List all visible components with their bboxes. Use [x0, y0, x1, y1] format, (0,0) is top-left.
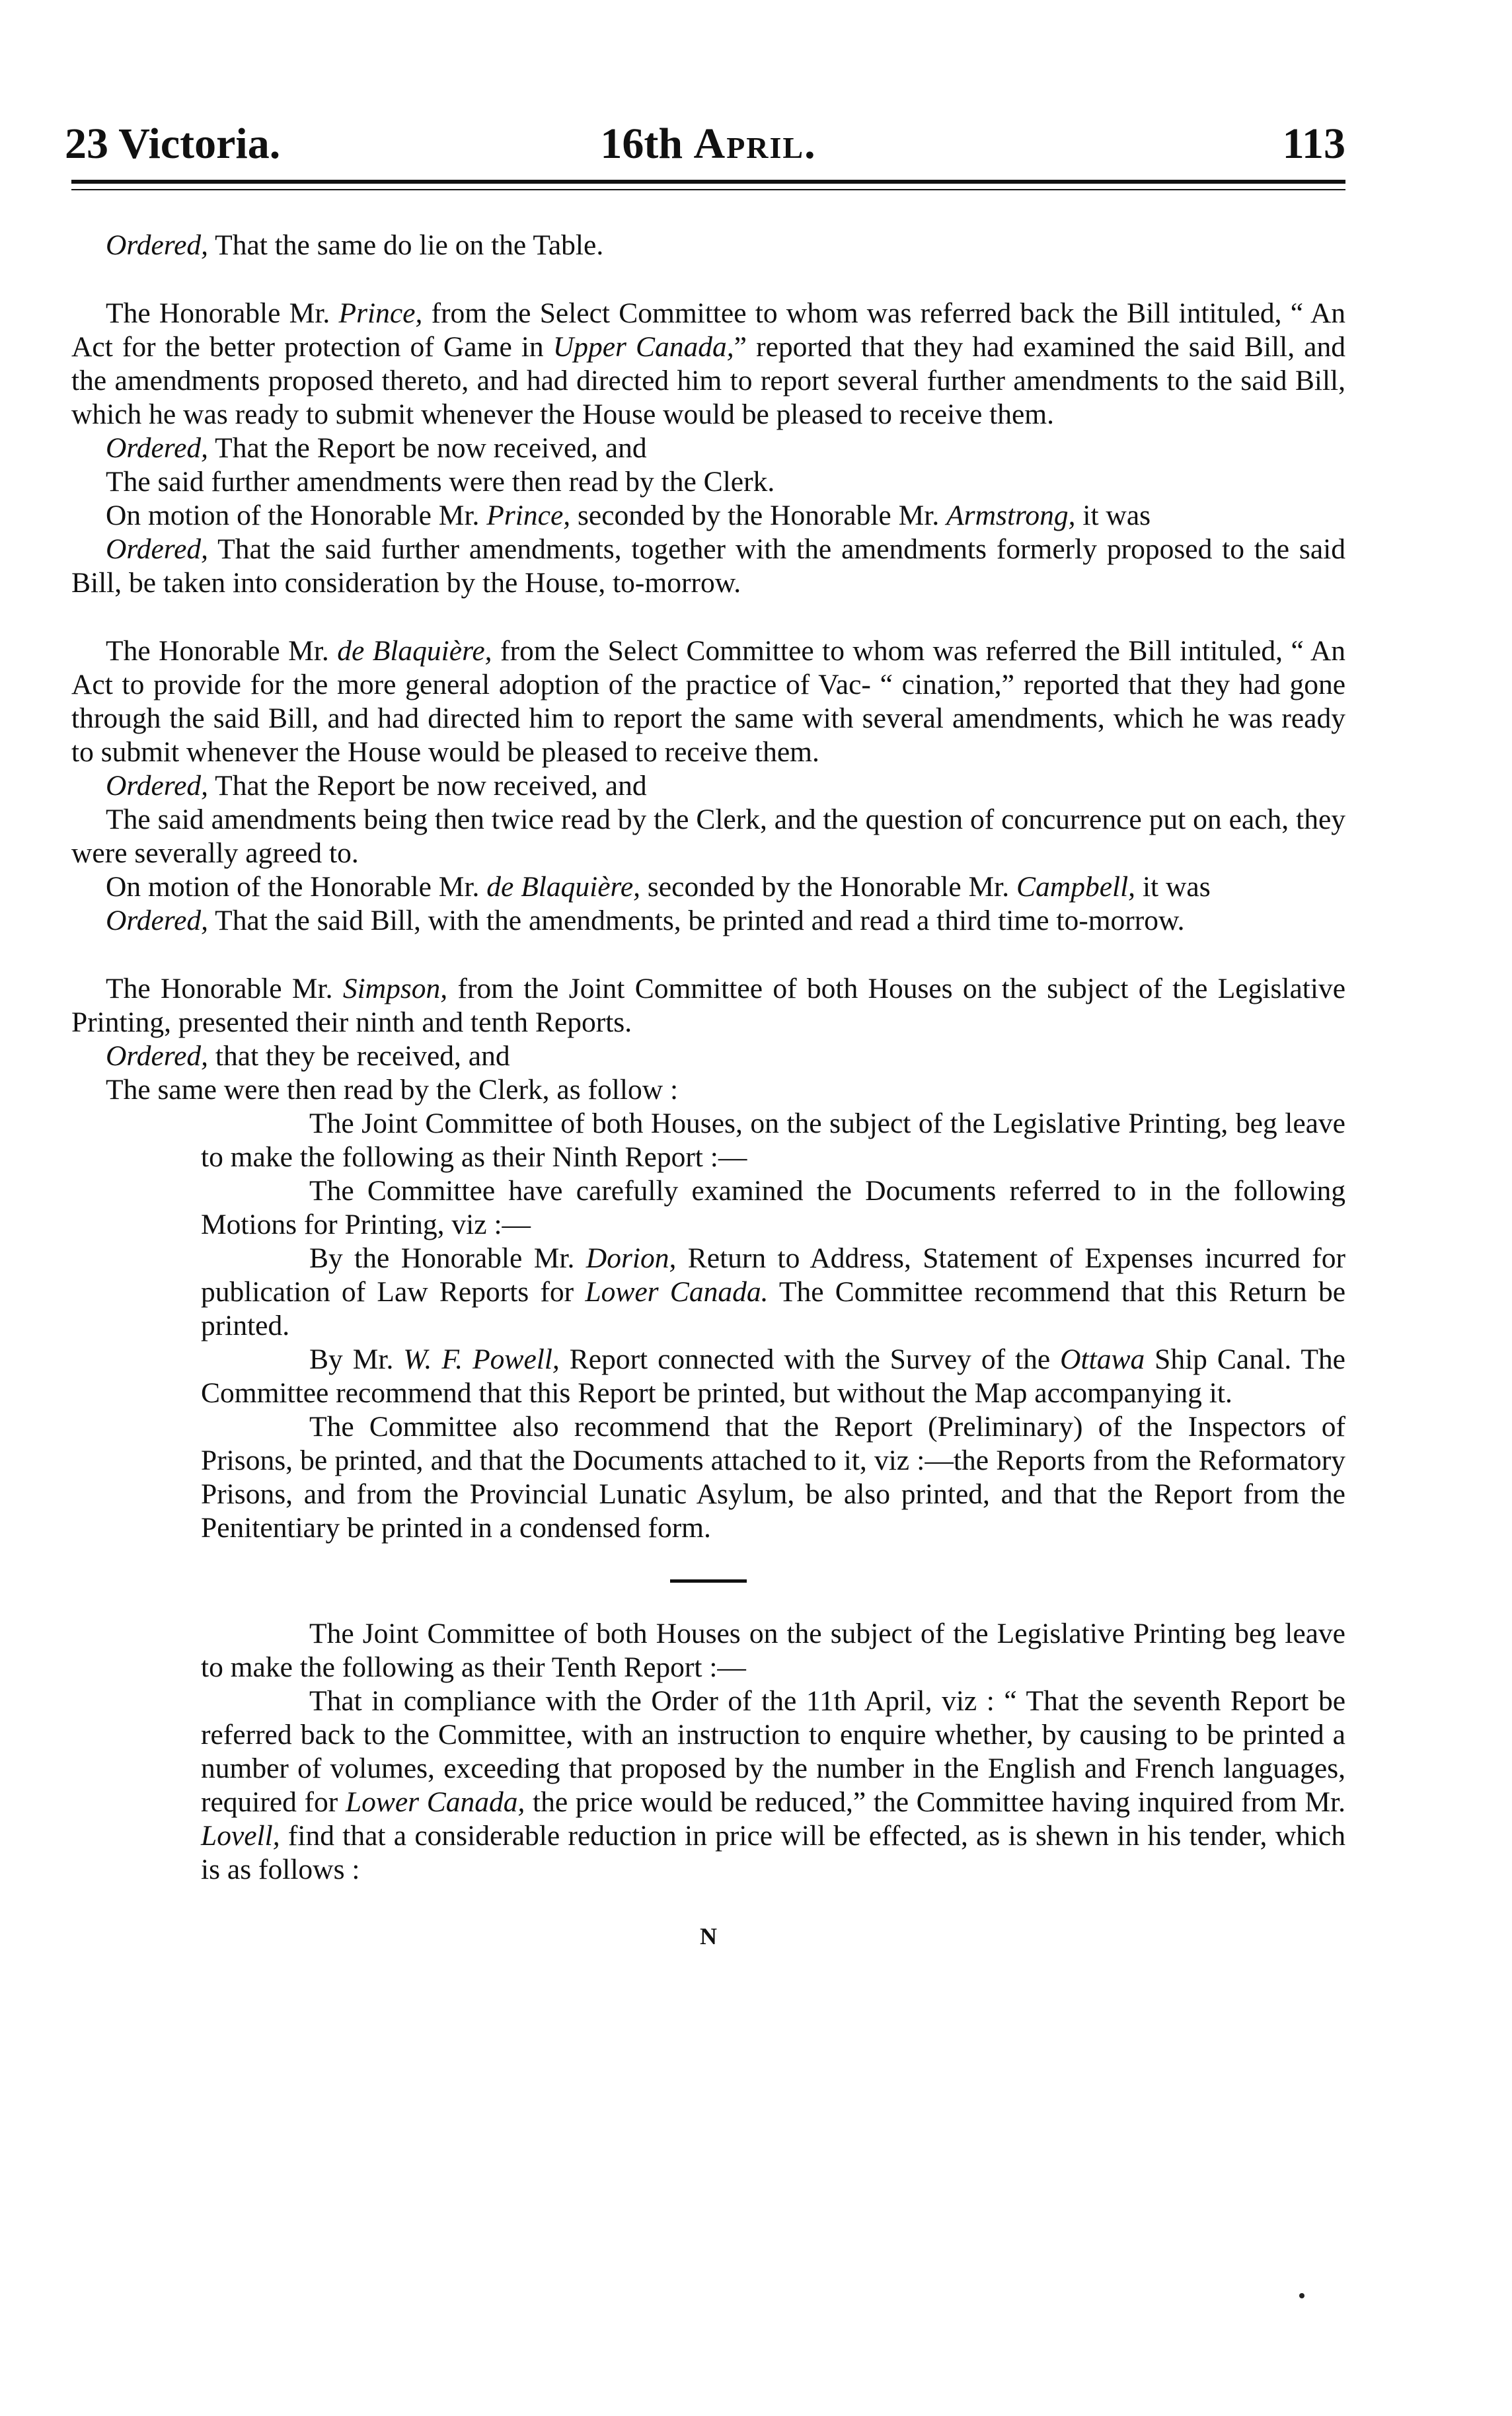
paragraph-text: That the same do lie on the Table.: [208, 229, 604, 261]
text-run: By the Honorable Mr.: [309, 1242, 586, 1274]
paragraph-deblaquiere-report: [71, 634, 1345, 769]
member-name: Lovell,: [201, 1820, 280, 1852]
report-nine-intro: The Joint Committee of both Houses, on the subject of the Legislative Printing, beg leave to make the following as their Ninth Report :—: [201, 1108, 1345, 1173]
text-run: On motion of the Honorable Mr.: [106, 871, 487, 903]
paragraph-text: That the Report be now received, and: [208, 432, 647, 464]
paragraph-concurrence: The said amendments being then twice read by the Clerk, and the question of concurrence put on each, they were severally agreed to.: [71, 804, 1345, 869]
text-run: seconded by the Honorable Mr.: [570, 500, 947, 531]
member-name: Campbell,: [1016, 871, 1136, 903]
header-date: [71, 119, 1345, 169]
member-name: de Blaquière,: [337, 635, 492, 667]
text-run: ” reported that they had examined the said Bill, and the amendments proposed thereto, and had directed him to report several further amendments to the said Bill, which he was ready to submit whenever the House would be pleased to receive them.: [71, 331, 1345, 430]
report-nine-prisons: The Committee also recommend that the Report (Preliminary) of the Inspectors of Prisons, be printed, and that the Documents attached to it, viz :—the Reports from the Reformatory Prisons, and from the Provincial Lunatic Asylum, be also printed, and that the Report from the Penitentiary be printed in a condensed form.: [201, 1411, 1345, 1544]
paragraph-simpson-report: [71, 972, 1345, 1039]
text-run: it was: [1135, 871, 1211, 903]
text-run: The Committee recommend that this Return be printed.: [201, 1276, 1346, 1341]
ordered-label: Ordered,: [106, 432, 209, 464]
text-run: it was: [1075, 500, 1151, 531]
member-name: Armstrong,: [946, 500, 1076, 531]
ordered-label: Ordered,: [106, 1040, 209, 1072]
place-name: Upper Canada,: [552, 331, 734, 363]
text-run: The Honorable Mr.: [106, 297, 339, 329]
member-name: W. F. Powell,: [403, 1343, 560, 1375]
paragraph-ordered-printed: [71, 904, 1345, 938]
journal-page: [65, 99, 1346, 1953]
header-rule-thick: [71, 180, 1345, 184]
text-run: from the Select Committee to whom was referred the Bill intituled, “ An Act to provide for the more general adoption of the practice of Vac- “ cination,” reported that they had gone through the said Bill, and had directed him to report the same with several amendments, which he was ready to submit whenever the House would be pleased to receive them.: [71, 635, 1345, 768]
header-rule-thin: [71, 189, 1345, 190]
text-run: from the Joint Committee of both Houses on the subject of the Legislative Printing, presented their ninth and tenth Reports.: [71, 973, 1346, 1038]
paragraph-text: That the said further amendments, together with the amendments formerly proposed to the said Bill, be taken into consideration by the House, to-morrow.: [71, 533, 1345, 599]
signature-mark: N: [700, 1923, 717, 1949]
header-session: 23 Victoria.: [65, 120, 281, 168]
paragraph-ordered-received: [71, 432, 1345, 465]
paragraph-text: That the said Bill, with the amendments, be printed and read a third time to-morrow.: [208, 905, 1185, 936]
place-name: Lower Canada.: [585, 1276, 769, 1308]
member-name: Simpson,: [342, 973, 448, 1004]
ordered-label: Ordered,: [106, 533, 209, 565]
text-run: the price would be reduced,” the Committee having inquired from Mr.: [525, 1786, 1345, 1818]
text-run: By Mr.: [309, 1343, 404, 1375]
text-run: find that a considerable reduction in price will be effected, as is shewn in his tender, which is as follows :: [201, 1820, 1345, 1885]
member-name: de Blaquière,: [486, 871, 641, 903]
paragraph-ordered-received-2: [71, 769, 1345, 803]
report-nine-dorion: [201, 1242, 1345, 1343]
member-name: Dorion,: [586, 1242, 677, 1274]
paragraph-ordered-consideration: [71, 533, 1345, 600]
member-name: Prince,: [338, 297, 423, 329]
paragraph-motion-deblaquiere: [71, 870, 1345, 904]
header-day: 16th: [600, 120, 683, 168]
text-run: Return to Address, Statement of Expenses incurred for publication of Law Reports for: [201, 1242, 1345, 1308]
text-run: seconded by the Honorable Mr.: [640, 871, 1017, 903]
journal-body: [71, 229, 1345, 1953]
text-run: That in compliance with the Order of the 11th April, viz : “ That the seventh Report be referred back to the Committee, with an instruction to enquire whether, by causing to be printed a number of volumes, exceeding that proposed by the number in the English and French languages, required for: [201, 1685, 1345, 1818]
paragraph-prince-report: [71, 297, 1345, 432]
paragraph-ordered-received-3: [71, 1039, 1345, 1073]
page-number: 113: [1282, 120, 1345, 168]
place-name: Ottawa: [1060, 1343, 1145, 1375]
running-header: [65, 99, 1345, 172]
ink-speck: [1299, 2293, 1304, 2298]
ordered-label: Ordered,: [106, 905, 209, 936]
text-run: The Honorable Mr.: [106, 973, 343, 1004]
ordered-label: Ordered,: [106, 770, 209, 802]
ordered-label: Ordered,: [106, 229, 209, 261]
text-run: The Honorable Mr.: [106, 635, 338, 667]
paragraph-text: that they be received, and: [208, 1040, 510, 1072]
header-month: April.: [693, 120, 817, 168]
text-run: Report connected with the Survey of the: [559, 1343, 1061, 1375]
report-ten-intro: The Joint Committee of both Houses on the subject of the Legislative Printing beg leave to make the following as their Tenth Report :—: [201, 1618, 1345, 1683]
paragraph-text: That the Report be now received, and: [208, 770, 647, 802]
paragraph-motion-prince: [71, 499, 1345, 533]
text-run: Ship Canal. The Committee recommend that this Report be printed, but without the Map accompanying it.: [201, 1343, 1345, 1409]
section-divider: [670, 1579, 747, 1583]
place-name: Lower Canada,: [345, 1786, 525, 1818]
text-run: On motion of the Honorable Mr.: [106, 500, 487, 531]
paragraph-amendments-read: The said further amendments were then read by the Clerk.: [106, 466, 775, 498]
report-nine-powell: [201, 1343, 1345, 1410]
report-nine-motions: The Committee have carefully examined the Documents referred to in the following Motions for Printing, viz :—: [201, 1175, 1345, 1240]
paragraph-read-as-follow: The same were then read by the Clerk, as follow :: [106, 1074, 679, 1106]
report-ten-compliance: [201, 1684, 1345, 1887]
paragraph-ordered-table: [71, 229, 1345, 262]
member-name: Prince,: [486, 500, 571, 531]
text-run: from the Select Committee to whom was referred back the Bill intituled, “ An Act for the better protection of Game in: [71, 297, 1346, 363]
